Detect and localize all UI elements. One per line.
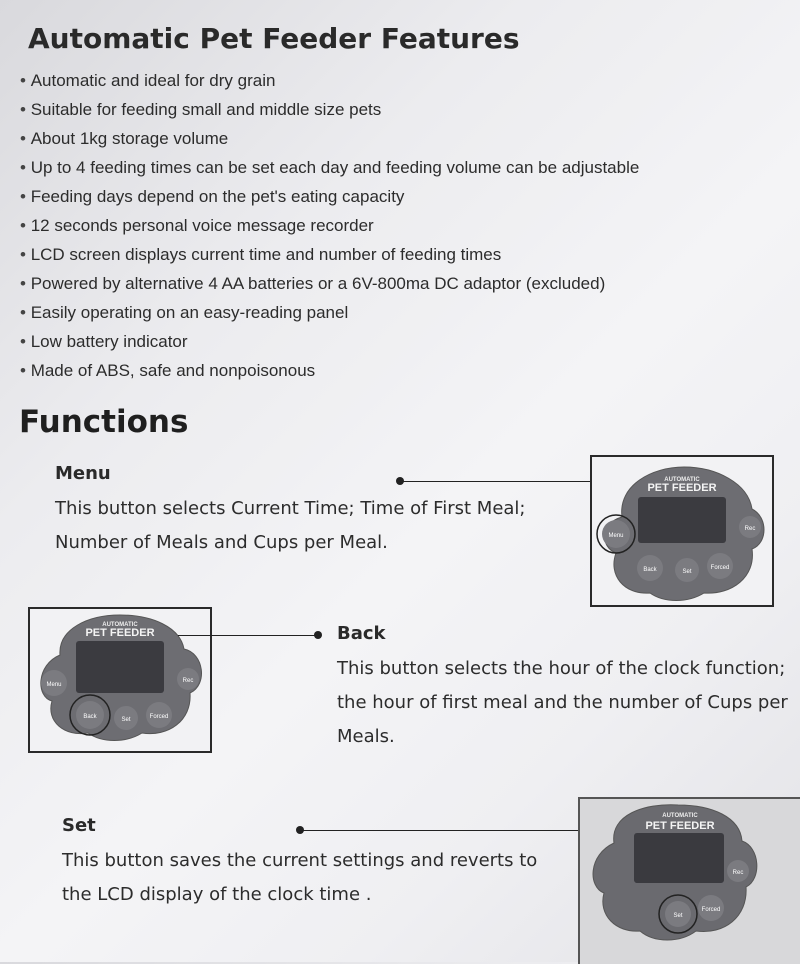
set-leader-line — [300, 830, 580, 831]
forced-button-label: Forced — [710, 565, 730, 571]
feature-item: • Powered by alternative 4 AA batteries or a 6V-800ma DC adaptor (excluded) — [20, 269, 720, 298]
back-description-line: This button selects the hour of the clock function; — [337, 658, 786, 679]
menu-heading: Menu — [55, 463, 111, 484]
feature-item: • 12 seconds personal voice message recorder — [20, 211, 720, 240]
lcd-screen — [638, 497, 726, 543]
feature-item: • LCD screen displays current time and number of feeding times — [20, 240, 720, 269]
brand-small-text: AUTOMATIC — [664, 477, 700, 483]
feature-item: • Automatic and ideal for dry grain — [20, 66, 720, 95]
brand-large-text: PET FEEDER — [647, 482, 717, 494]
brand-small-text: AUTOMATIC — [102, 622, 138, 628]
lcd-screen — [634, 833, 724, 883]
feeder-panel-illustration — [592, 457, 772, 605]
menu-panel-figure — [590, 455, 774, 607]
feeder-panel-illustration — [580, 799, 800, 964]
set-description-line: This button saves the current settings and reverts to — [62, 850, 538, 871]
rec-button-label: Rec — [732, 870, 744, 876]
feature-item: • Feeding days depend on the pet's eating capacity — [20, 182, 720, 211]
set-button-label: Set — [121, 717, 131, 723]
set-button-label: Set — [673, 913, 683, 919]
back-description-line: Meals. — [337, 726, 395, 747]
back-button-label: Back — [643, 567, 657, 573]
back-panel-figure — [28, 607, 212, 753]
back-leader-dot — [314, 631, 322, 639]
back-heading: Back — [337, 623, 386, 644]
feature-item: • Up to 4 feeding times can be set each day and feeding volume can be adjustable — [20, 153, 720, 182]
forced-button-label: Forced — [149, 714, 169, 720]
features-list — [20, 66, 720, 385]
back-button-label: Back — [83, 714, 97, 720]
forced-button-label: Forced — [701, 907, 721, 913]
back-leader-line — [178, 635, 318, 636]
back-description-line: the hour of first meal and the number of Cups per — [337, 692, 788, 713]
feature-item: • Low battery indicator — [20, 327, 720, 356]
menu-leader-line — [400, 481, 596, 482]
menu-description-line: This button selects Current Time; Time of First Meal; — [55, 498, 526, 519]
feature-item: • About 1kg storage volume — [20, 124, 720, 153]
feature-item: • Suitable for feeding small and middle size pets — [20, 95, 720, 124]
menu-button-label: Menu — [46, 682, 62, 688]
set-button-label: Set — [682, 569, 692, 575]
features-title: Automatic Pet Feeder Features — [28, 22, 520, 55]
functions-title: Functions — [19, 404, 189, 440]
back-description — [337, 652, 788, 754]
brand-small-text: AUTOMATIC — [662, 813, 698, 819]
set-description-line: the LCD display of the clock time . — [62, 884, 372, 905]
set-description — [62, 844, 537, 912]
set-heading: Set — [62, 815, 96, 836]
brand-large-text: PET FEEDER — [645, 820, 715, 832]
rec-button-label: Rec — [744, 526, 756, 532]
rec-button-label: Rec — [182, 678, 194, 684]
feature-item: • Easily operating on an easy-reading panel — [20, 298, 720, 327]
feeder-panel-illustration — [30, 609, 210, 751]
set-panel-figure — [578, 797, 800, 964]
menu-description — [55, 492, 526, 560]
brand-large-text: PET FEEDER — [85, 627, 155, 639]
menu-description-line: Number of Meals and Cups per Meal. — [55, 532, 388, 553]
menu-button-label: Menu — [608, 533, 624, 539]
lcd-screen — [76, 641, 164, 693]
feature-item: • Made of ABS, safe and nonpoisonous — [20, 356, 720, 385]
